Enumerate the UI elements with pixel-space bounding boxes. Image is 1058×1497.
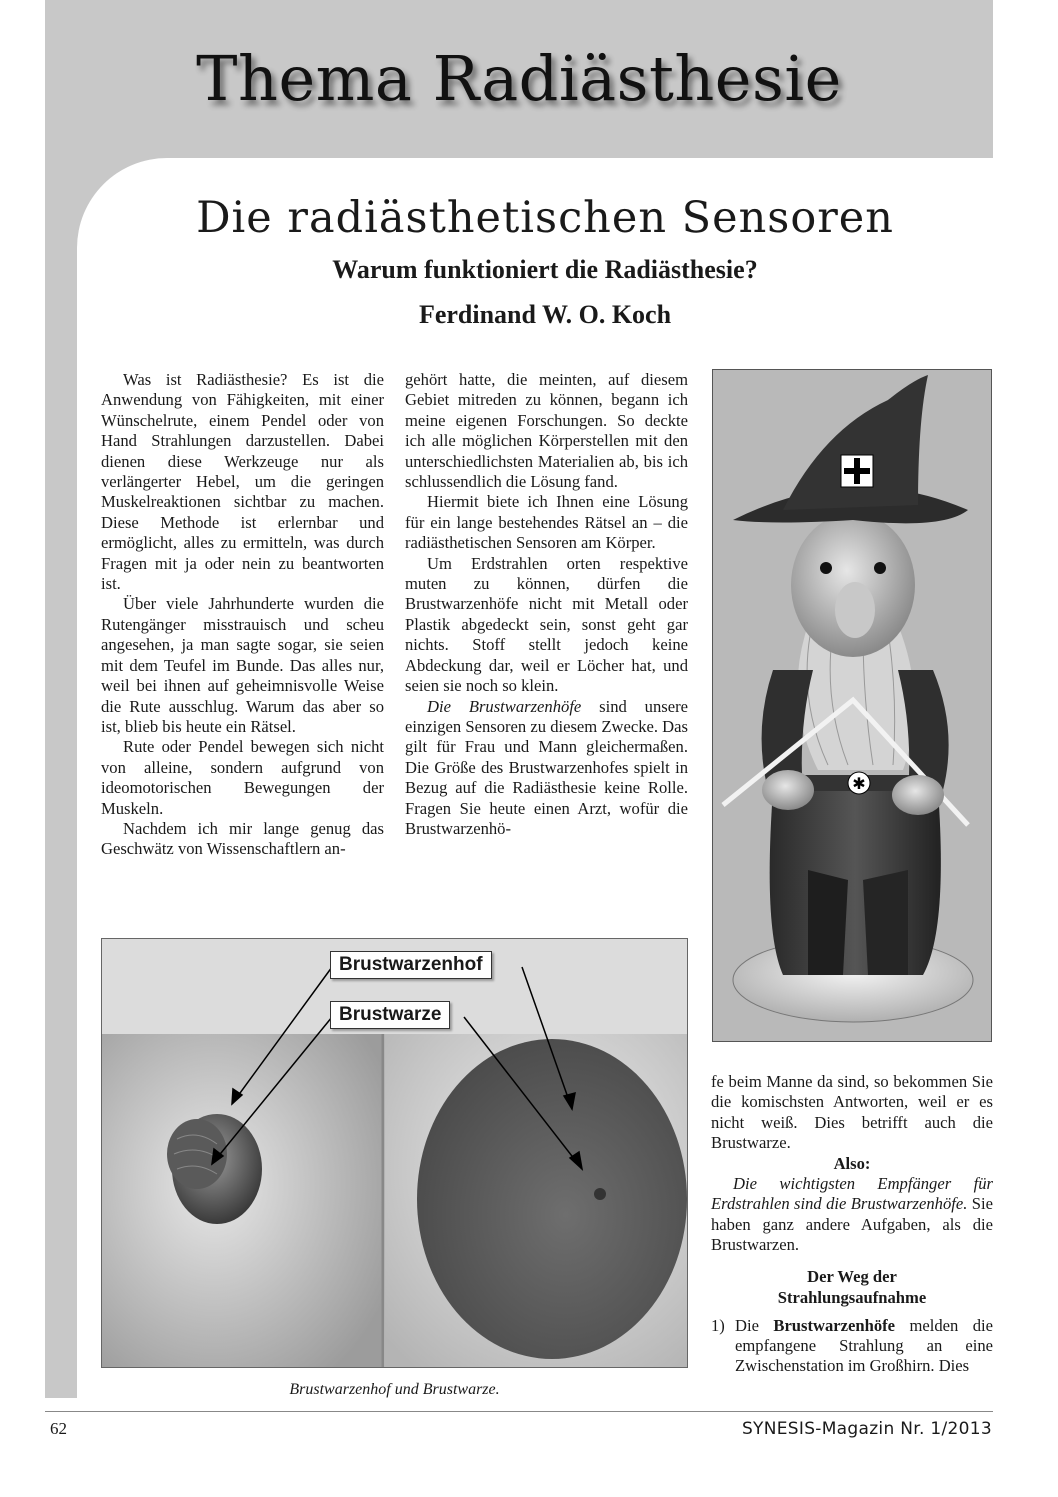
article-title: Die radiästhetischen Sensoren xyxy=(196,193,894,243)
article-subtitle: Warum funktioniert die Radiästhesie? xyxy=(332,255,758,284)
paragraph: Nachdem ich mir lange genug das Geschwätz von Wissenschaftlern an- xyxy=(101,818,384,859)
paragraph: fe beim Manne da sind, so bekommen Sie die komischsten Antworten, weil er es nicht weiß. Dies betrifft auch die Brustwarze. xyxy=(711,1072,993,1153)
svg-text:✱: ✱ xyxy=(852,774,866,793)
text-column-1 xyxy=(101,370,384,925)
gnome-photo xyxy=(712,369,992,1042)
item-bold-term: Brustwarzenhöfe xyxy=(773,1315,896,1335)
paragraph-text: sind unsere einzigen Sensoren zu diesem Zwecke. Das gilt für Frau und Mann gleichermaßen. Die Größe des Brustwarzenhofes spielt in Bezug auf die Radiästhesie keine Rolle. Fragen Sie heute einen Arzt, wofür die Brustwarzenhö- xyxy=(405,696,688,838)
section-heading xyxy=(711,1266,993,1308)
text-column-3 xyxy=(711,1072,993,1377)
label-brustwarzenhof: Brustwarzenhof xyxy=(330,951,492,979)
item-text-part: melden die empfangene Strahlung an eine Zwischenstation im Großhirn. Dies xyxy=(735,1315,993,1376)
paragraph xyxy=(405,697,688,840)
paragraph: Hiermit biete ich Ihnen eine Lösung für ein lange bestehendes Rätsel an – die radiästhetischen Sensoren am Körper. xyxy=(405,492,688,553)
paragraph: Um Erdstrahlen orten respektive muten zu können, dürfen die Brustwarzenhöfe nicht mit Metall oder Plastik abgedeckt sein, sonst geht gar nichts. Stoff stellt jedoch keine Abdeckung dar, weil er Löcher hat, und seien sie noch so klein. xyxy=(405,553,688,696)
breast-photo-figure xyxy=(101,938,688,1368)
paragraph: gehört hatte, die meinten, auf diesem Gebiet mitreden zu können, begann ich meine eigenen Forschungen. So deckte ich alle möglichen Körperstellen mit den unterschiedlichsten Materialien ab, bis ich schlussendlich die Lösung fand. xyxy=(405,370,688,492)
paragraph: Über viele Jahrhunderte wurden die Rutengänger misstrauisch und scheu angesehen, ja man sagte sogar, sie seien mit dem Teufel im Bunde. Das alles nur, weil bei ihnen auf geheimnisvolle Weise die Rute ausschlug. Warum das aber so ist, blieb bis heute ein Rätsel. xyxy=(101,594,384,736)
numbered-item xyxy=(711,1316,993,1377)
item-text xyxy=(735,1316,993,1377)
heading-line: Strahlungsaufnahme xyxy=(777,1287,927,1307)
item-number: 1) xyxy=(711,1315,725,1335)
item-text-part: Die xyxy=(735,1315,774,1335)
subheading-also: Also: xyxy=(833,1153,871,1173)
magazine-title: SYNESIS-Magazin Nr. 1/2013 xyxy=(741,1419,992,1439)
paragraph: Rute oder Pendel bewegen sich nicht von alleine, sondern aufgrund von ideomotorischen Bewegungen der Muskeln. xyxy=(101,737,384,818)
label-brustwarze: Brustwarze xyxy=(330,1001,450,1029)
section-title: Thema Radiästhesie xyxy=(196,42,842,115)
article-author: Ferdinand W. O. Koch xyxy=(418,300,672,329)
gnome-figure-illustration xyxy=(713,370,992,1042)
heading-line: Der Weg der xyxy=(807,1266,897,1286)
footer-rule xyxy=(45,1411,993,1412)
paragraph: Was ist Radiästhesie? Es ist die Anwendung von Fähigkeiten, mit einer Wünschelrute, einem Pendel oder von Hand Strahlungen darzustellen. Dabei dienen diese Werkzeuge nur als verlängerter Hebel, um die geringen Muskelreaktionen sichtbar zu machen. Diese Methode ist erlernbar und ermöglicht, alles zu ermitteln, was durch Fragen mit ja oder nein zu beantworten ist. xyxy=(101,370,384,594)
emphasis: Die wichtigsten Empfänger für Erdstrahlen sind die Brustwarzenhöfe. xyxy=(711,1174,993,1214)
text-column-2 xyxy=(405,370,688,925)
paragraph-text: Sie haben ganz andere Aufgaben, als die Brustwarzen. xyxy=(711,1194,993,1255)
page-number: 62 xyxy=(50,1419,67,1438)
figure-caption: Brustwarzenhof und Brustwarze. xyxy=(289,1381,500,1398)
emphasis: Die Brustwarzenhöfe xyxy=(427,696,582,716)
paragraph xyxy=(711,1174,993,1256)
